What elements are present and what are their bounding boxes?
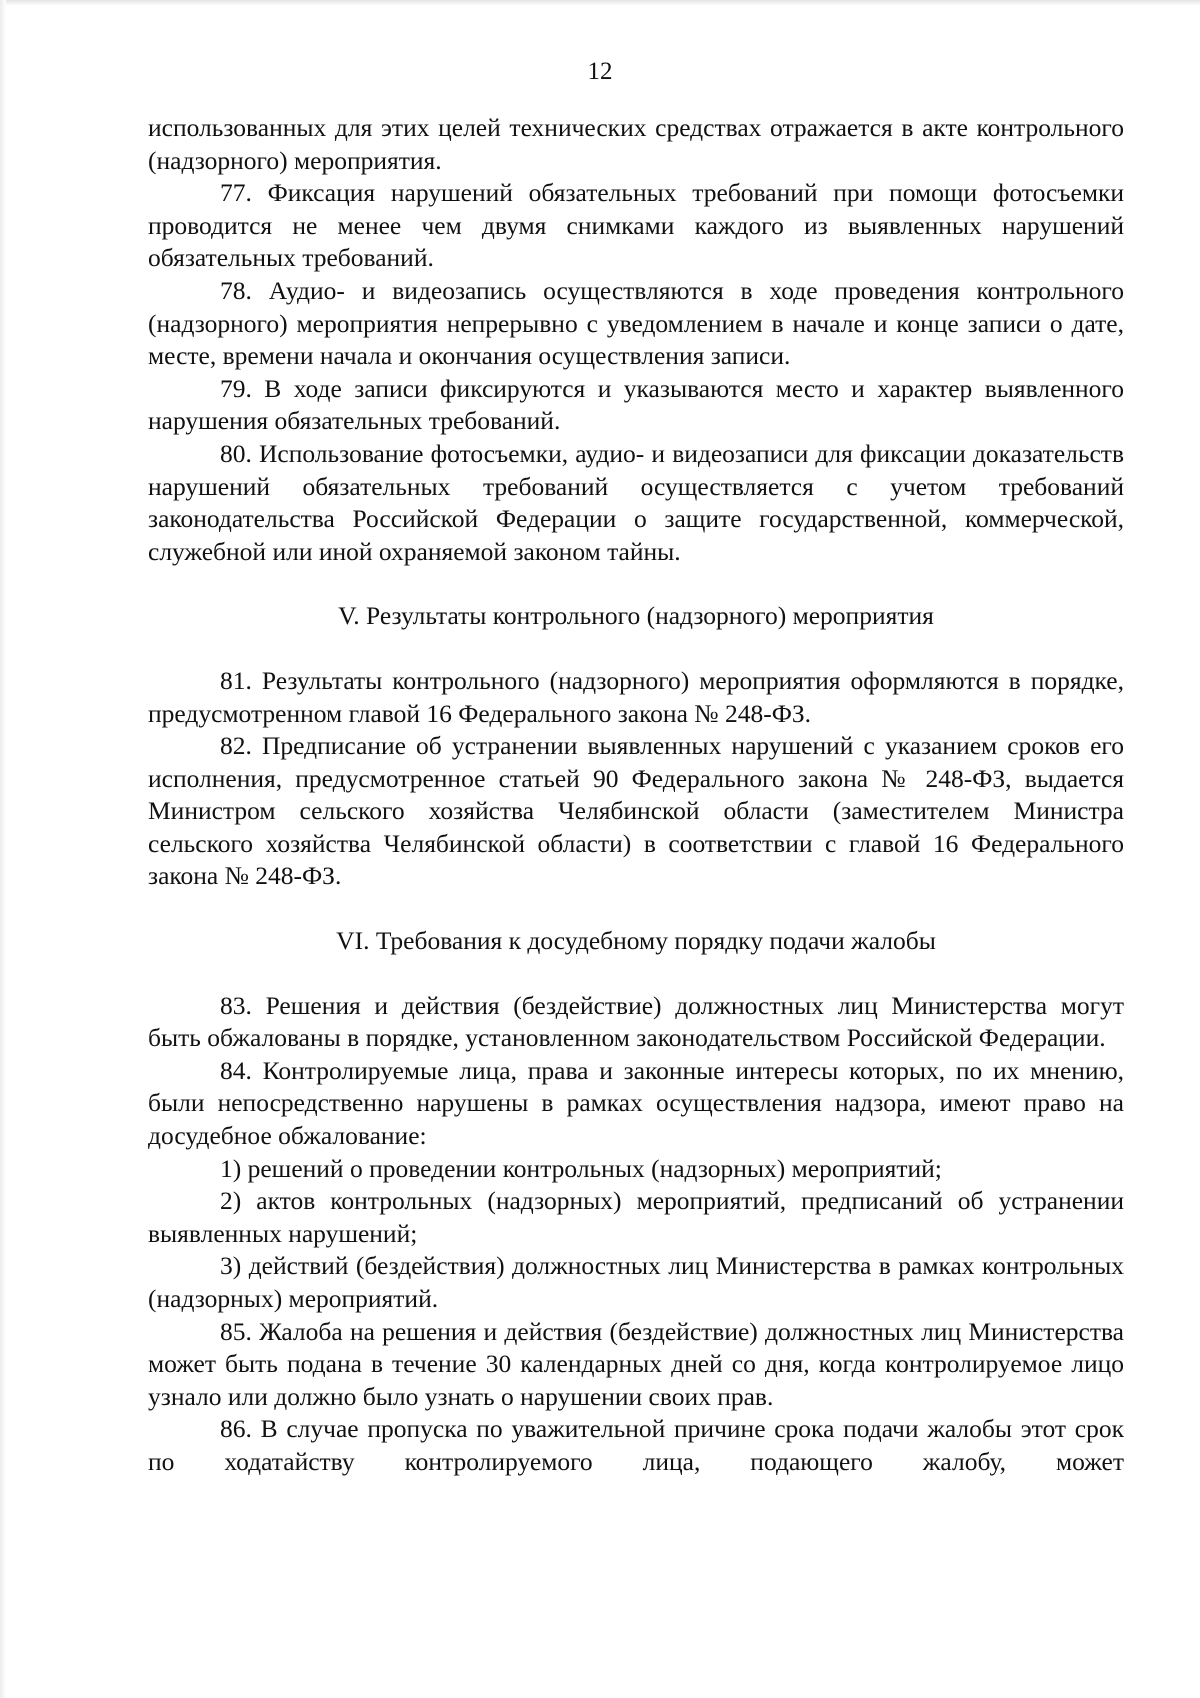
document-body (148, 112, 1124, 1479)
section-spacer (148, 958, 1124, 990)
list-item-3: 3) действий (бездействия) должностных лиц Министерства в рамках контрольных (надзорных) мероприятий. (148, 1251, 1124, 1313)
paragraph-78: 78. Аудио- и видеозапись осуществляются в ходе проведения контрольного (надзорного) мероприятия непрерывно с уведомлением в начале и конце записи о дате, месте, времени начала и окончания осуществления записи. (148, 275, 1124, 371)
section-spacer (148, 893, 1124, 925)
paragraph-79: 79. В ходе записи фиксируются и указываются место и характер выявленного нарушения обязательных требований. (148, 373, 1124, 436)
section-spacer (148, 568, 1124, 600)
paragraph-86: 86. В случае пропуска по уважительной причине срока подачи жалобы этот срок по ходатайству контролируемого лица, подающего жалобу, может (148, 1414, 1124, 1476)
paragraph-77: 77. Фиксация нарушений обязательных требований при помощи фотосъемки проводится не менее чем двумя снимками каждого из выявленных нарушений обязательных требований. (148, 178, 1124, 273)
paragraph: использованных для этих целей технических средствах отражается в акте контрольного (надзорного) мероприятия. (148, 113, 1124, 175)
paragraph-81: 81. Результаты контрольного (надзорного) мероприятия оформляются в порядке, предусмотренном главой 16 Федерального закона № 248-ФЗ. (148, 665, 1124, 728)
section-heading-vi: VI. Требования к досудебному порядку подачи жалобы (336, 926, 936, 956)
scan-edge-left (0, 0, 6, 1698)
list-item-2: 2) актов контрольных (надзорных) мероприятий, предписаний об устранении выявленных нарушений; (148, 1186, 1124, 1248)
list-item-1: 1) решений о проведении контрольных (надзорных) мероприятий; (220, 1153, 942, 1183)
section-heading-v: V. Результаты контрольного (надзорного) мероприятия (338, 601, 934, 631)
paragraph-85: 85. Жалоба на решения и действия (бездействие) должностных лиц Министерства может быть подана в течение 30 календарных дней со дня, когда контролируемое лицо узнало или должно было узнать о нарушении своих прав. (148, 1316, 1124, 1411)
scan-edge-top (0, 0, 1200, 6)
paragraph-80: 80. Использование фотосъемки, аудио- и видеозаписи для фиксации доказательств нарушений обязательных требований осуществляется с учетом требований законодательства Российской Федерации о защите государственной, коммерческой, служебной или иной охраняемой законом тайны. (148, 438, 1124, 566)
paragraph-82: 82. Предписание об устранении выявленных нарушений с указанием сроков его исполнения, предусмотренное статьей 90 Федерального закона № 248-ФЗ, выдается Министром сельского хозяйства Челябинской области (заместителем Министра сельского хозяйства Челябинской области) в соответствии с главой 16 Федерального закона № 248-ФЗ. (148, 731, 1124, 891)
page-number: 12 (587, 58, 613, 85)
section-spacer (148, 633, 1124, 665)
paragraph-83: 83. Решения и действия (бездействие) должностных лиц Министерства могут быть обжалованы в порядке, установленном законодательством Российской Федерации. (148, 990, 1124, 1053)
paragraph-84: 84. Контролируемые лица, права и законные интересы которых, по их мнению, были непосредственно нарушены в рамках осуществления надзора, имеют право на досудебное обжалование: (148, 1055, 1124, 1151)
